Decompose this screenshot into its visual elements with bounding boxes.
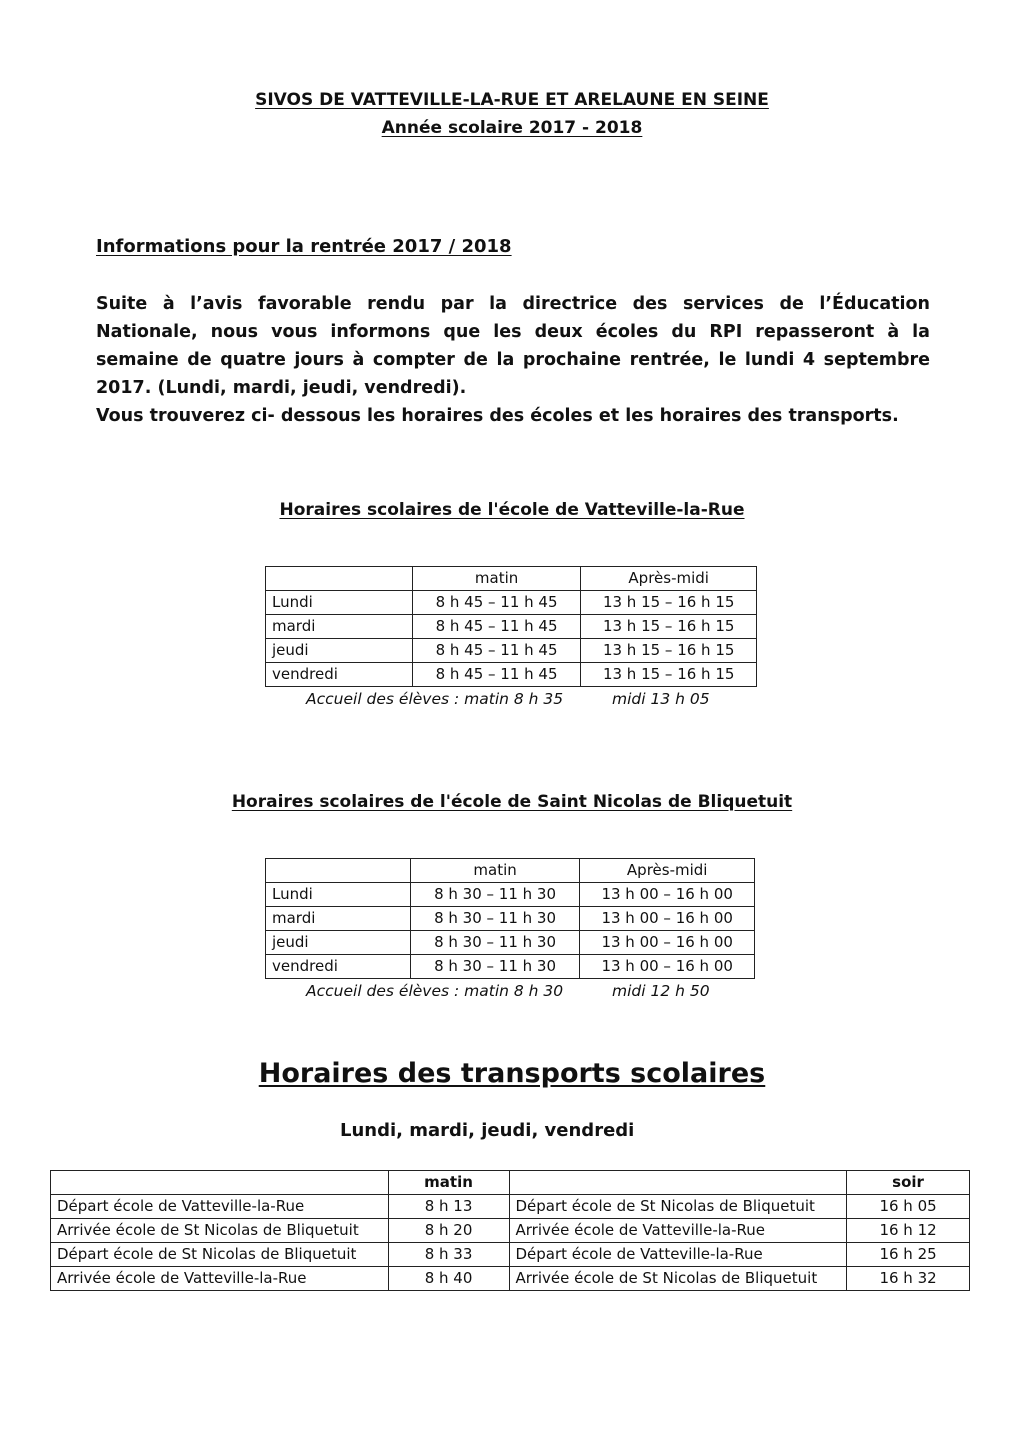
col-header-apres-midi: Après-midi [580,859,755,883]
table-row [266,931,755,955]
school2-accueil-midi: midi 12 h 50 [612,982,710,1000]
info-paragraph [96,290,930,430]
col-header-matin: matin [412,567,581,591]
matin-cell: 8 h 30 – 11 h 30 [410,907,580,931]
table-row [51,1195,970,1219]
day-cell: Lundi [266,591,413,615]
col-header-matin: matin [388,1171,509,1195]
apres-midi-cell: 13 h 00 – 16 h 00 [580,883,755,907]
matin-cell: 8 h 45 – 11 h 45 [412,663,581,687]
col-header-matin: matin [410,859,580,883]
matin-cell: 8 h 45 – 11 h 45 [412,591,581,615]
table-row [266,883,755,907]
info-title: Informations pour la rentrée 2017 / 2018 [96,236,512,257]
table-corner-cell [266,567,413,591]
matin-cell: 8 h 45 – 11 h 45 [412,615,581,639]
table-corner-cell [266,859,411,883]
table-row [266,663,757,687]
apres-midi-cell: 13 h 00 – 16 h 00 [580,931,755,955]
evening-time-cell: 16 h 12 [847,1219,970,1243]
table-header-row [266,859,755,883]
evening-time-cell: 16 h 05 [847,1195,970,1219]
school1-title: Horaires scolaires de l'école de Vatteville-la-Rue [279,500,745,520]
school1-accueil-matin: Accueil des élèves : matin 8 h 35 [306,690,564,708]
matin-cell: 8 h 30 – 11 h 30 [410,931,580,955]
morning-time-cell: 8 h 33 [388,1243,509,1267]
day-cell: vendredi [266,955,411,979]
table-header-row [51,1171,970,1195]
school2-accueil-matin: Accueil des élèves : matin 8 h 30 [306,982,564,1000]
table-row [266,639,757,663]
table-row [51,1219,970,1243]
morning-stop-cell: Arrivée école de St Nicolas de Bliquetuit [51,1219,389,1243]
day-cell: Lundi [266,883,411,907]
table-empty-cell [509,1171,847,1195]
table-row [266,591,757,615]
school2-schedule-table [265,858,755,979]
day-cell: mardi [266,907,411,931]
day-cell: vendredi [266,663,413,687]
info-paragraph-2: Vous trouverez ci- dessous les horaires des écoles et les horaires des transports. [96,406,899,426]
apres-midi-cell: 13 h 15 – 16 h 15 [581,639,757,663]
morning-stop-cell: Départ école de Vatteville-la-Rue [51,1195,389,1219]
day-cell: jeudi [266,639,413,663]
morning-time-cell: 8 h 20 [388,1219,509,1243]
document-header-line2: Année scolaire 2017 - 2018 [381,118,643,138]
transport-table [50,1170,970,1291]
document-header-line1: SIVOS DE VATTEVILLE-LA-RUE ET ARELAUNE EN SEINE [255,90,769,110]
matin-cell: 8 h 30 – 11 h 30 [410,883,580,907]
apres-midi-cell: 13 h 00 – 16 h 00 [580,907,755,931]
table-row [51,1243,970,1267]
transport-title: Horaires des transports scolaires [258,1058,766,1089]
apres-midi-cell: 13 h 15 – 16 h 15 [581,663,757,687]
table-row [266,907,755,931]
evening-stop-cell: Départ école de St Nicolas de Bliquetuit [509,1195,847,1219]
morning-stop-cell: Départ école de St Nicolas de Bliquetuit [51,1243,389,1267]
apres-midi-cell: 13 h 00 – 16 h 00 [580,955,755,979]
morning-time-cell: 8 h 40 [388,1267,509,1291]
evening-time-cell: 16 h 32 [847,1267,970,1291]
school1-schedule-table [265,566,757,687]
day-cell: mardi [266,615,413,639]
matin-cell: 8 h 45 – 11 h 45 [412,639,581,663]
school1-accueil-midi: midi 13 h 05 [612,690,710,708]
evening-stop-cell: Départ école de Vatteville-la-Rue [509,1243,847,1267]
table-row [51,1267,970,1291]
table-row [266,615,757,639]
morning-stop-cell: Arrivée école de Vatteville-la-Rue [51,1267,389,1291]
matin-cell: 8 h 30 – 11 h 30 [410,955,580,979]
apres-midi-cell: 13 h 15 – 16 h 15 [581,615,757,639]
evening-stop-cell: Arrivée école de St Nicolas de Bliquetuit [509,1267,847,1291]
table-row [266,955,755,979]
evening-stop-cell: Arrivée école de Vatteville-la-Rue [509,1219,847,1243]
day-cell: jeudi [266,931,411,955]
morning-time-cell: 8 h 13 [388,1195,509,1219]
school2-title: Horaires scolaires de l'école de Saint Nicolas de Bliquetuit [231,792,793,812]
table-header-row [266,567,757,591]
col-header-apres-midi: Après-midi [581,567,757,591]
info-paragraph-1: Suite à l’avis favorable rendu par la directrice des services de l’Éducation Nationale, nous vous informons que les deux écoles du RPI repasseront à la semaine de quatre jours à compter de la prochaine rentrée, le lundi 4 septembre 2017. (Lundi, mardi, jeudi, vendredi). [96,294,930,398]
col-header-soir: soir [847,1171,970,1195]
transport-days: Lundi, mardi, jeudi, vendredi [340,1120,635,1141]
table-empty-cell [51,1171,389,1195]
evening-time-cell: 16 h 25 [847,1243,970,1267]
apres-midi-cell: 13 h 15 – 16 h 15 [581,591,757,615]
